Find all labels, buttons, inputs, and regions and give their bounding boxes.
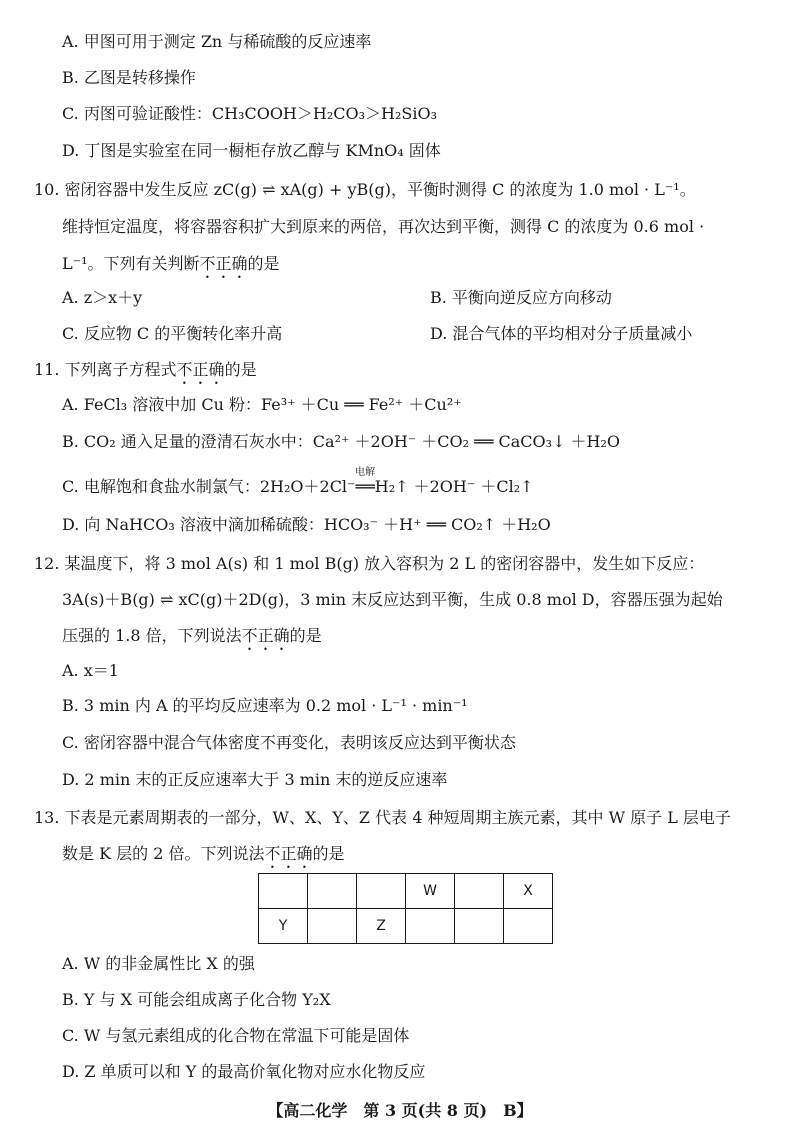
q13-stem-post: 的是 [312, 844, 345, 863]
q9-option-a: A. 甲图可用于测定 Zn 与稀硫酸的反应速率 [62, 32, 372, 51]
table-cell: Z [357, 909, 406, 944]
q13-option-a: A. W 的非金属性比 X 的强 [62, 954, 255, 973]
table-cell: W [406, 874, 455, 909]
q12-stem-line1: 12. 某温度下，将 3 mol A(s) 和 1 mol B(g) 放入容积为 2 L 的密闭容器中，发生如下反应： [34, 554, 705, 573]
q9-option-c: C. 丙图可验证酸性：CH₃COOH＞H₂CO₃＞H₂SiO₃ [62, 104, 438, 123]
q10-stem-emphasis: 不正确 [199, 254, 248, 273]
q12-option-b: B. 3 min 内 A 的平均反应速率为 0.2 mol · L⁻¹ · min⁻¹ [62, 696, 468, 715]
q13-stem-pre: 数是 K 层的 2 倍。下列说法 [62, 844, 265, 863]
q11-c-electrolysis-arrow [355, 467, 376, 499]
q11-stem [34, 358, 257, 388]
q11-option-c [62, 467, 534, 499]
q12-option-d: D. 2 min 末的正反应速率大于 3 min 末的逆反应速率 [62, 770, 448, 789]
q12-option-c: C. 密闭容器中混合气体密度不再变化，表明该反应达到平衡状态 [62, 733, 516, 752]
q10-stem-pre: L⁻¹。下列有关判断 [62, 254, 200, 273]
periodic-table-fragment [258, 873, 553, 944]
table-row [259, 909, 553, 944]
table-cell: Y [259, 909, 308, 944]
table-cell: X [504, 874, 553, 909]
q12-stem-line2: 3A(s)＋B(g) ⇌ xC(g)＋2D(g)，3 min 末反应达到平衡，生成 0.8 mol D，容器压强为起始 [62, 590, 723, 609]
q9-option-d: D. 丁图是实验室在同一橱柜存放乙醇与 KMnO₄ 固体 [62, 141, 441, 160]
q10-stem-line2: 维持恒定温度，将容器容积扩大到原来的两倍，再次达到平衡，测得 C 的浓度为 0.6 mol · [62, 217, 705, 236]
q12-stem-pre: 压强的 1.8 倍，下列说法 [62, 626, 242, 645]
q10-option-c: C. 反应物 C 的平衡转化率升高 [62, 324, 283, 343]
q11-c-electrolysis-label: 电解 [355, 467, 376, 478]
q12-stem-post: 的是 [289, 626, 322, 645]
q13-stem-emphasis: 不正确 [264, 844, 313, 863]
q12-stem-line3 [62, 624, 322, 654]
table-cell [455, 874, 504, 909]
table-cell [406, 909, 455, 944]
q11-option-a: A. FeCl₃ 溶液中加 Cu 粉：Fe³⁺ ＋Cu ══ Fe²⁺ ＋Cu²⁺ [62, 395, 462, 414]
q13-option-d: D. Z 单质可以和 Y 的最高价氧化物对应水化物反应 [62, 1062, 426, 1081]
page-footer: 【高二化学 第 3 页(共 8 页) B】 [267, 1101, 533, 1120]
q11-stem-pre: 11. 下列离子方程式 [34, 360, 177, 379]
q11-stem-post: 的是 [224, 360, 257, 379]
q13-option-b: B. Y 与 X 可能会组成离子化合物 Y₂X [62, 990, 331, 1009]
table-row [259, 874, 553, 909]
q11-option-b: B. CO₂ 通入足量的澄清石灰水中：Ca²⁺ ＋2OH⁻ ＋CO₂ ══ CaCO₃↓ ＋H₂O [62, 432, 621, 451]
table-cell [308, 909, 357, 944]
table-cell [357, 874, 406, 909]
q9-option-b: B. 乙图是转移操作 [62, 68, 196, 87]
q11-option-d: D. 向 NaHCO₃ 溶液中滴加稀硫酸：HCO₃⁻ ＋H⁺ ══ CO₂↑ ＋H₂O [62, 515, 551, 534]
q11-c-pre: C. 电解饱和食盐水制氯气：2H₂O＋2Cl⁻ [62, 477, 356, 496]
table-cell [308, 874, 357, 909]
q10-option-b: B. 平衡向逆反应方向移动 [430, 288, 612, 307]
table-cell [259, 874, 308, 909]
q13-stem-line2 [62, 842, 345, 872]
table-cell [504, 909, 553, 944]
q13-stem-line1: 13. 下表是元素周期表的一部分，W、X、Y、Z 代表 4 种短周期主族元素，其中 W 原子 L 层电子 [34, 808, 731, 827]
q12-option-a: A. x＝1 [62, 661, 119, 680]
q11-c-post: H₂↑ ＋2OH⁻ ＋Cl₂↑ [374, 477, 534, 496]
q10-stem-post: 的是 [247, 254, 280, 273]
q10-option-d: D. 混合气体的平均相对分子质量减小 [430, 324, 693, 343]
q13-option-c: C. W 与氢元素组成的化合物在常温下可能是固体 [62, 1026, 410, 1045]
q10-stem-line1: 10. 密闭容器中发生反应 zC(g) ⇌ xA(g) + yB(g)，平衡时测得 C 的浓度为 1.0 mol · L⁻¹。 [34, 180, 696, 199]
q10-stem-line3 [62, 252, 280, 282]
q10-option-a: A. z＞x＋y [62, 288, 143, 307]
q12-stem-emphasis: 不正确 [241, 626, 290, 645]
q11-c-arrow-sign: ══ [355, 477, 375, 496]
q11-stem-emphasis: 不正确 [176, 360, 225, 379]
table-cell [455, 909, 504, 944]
